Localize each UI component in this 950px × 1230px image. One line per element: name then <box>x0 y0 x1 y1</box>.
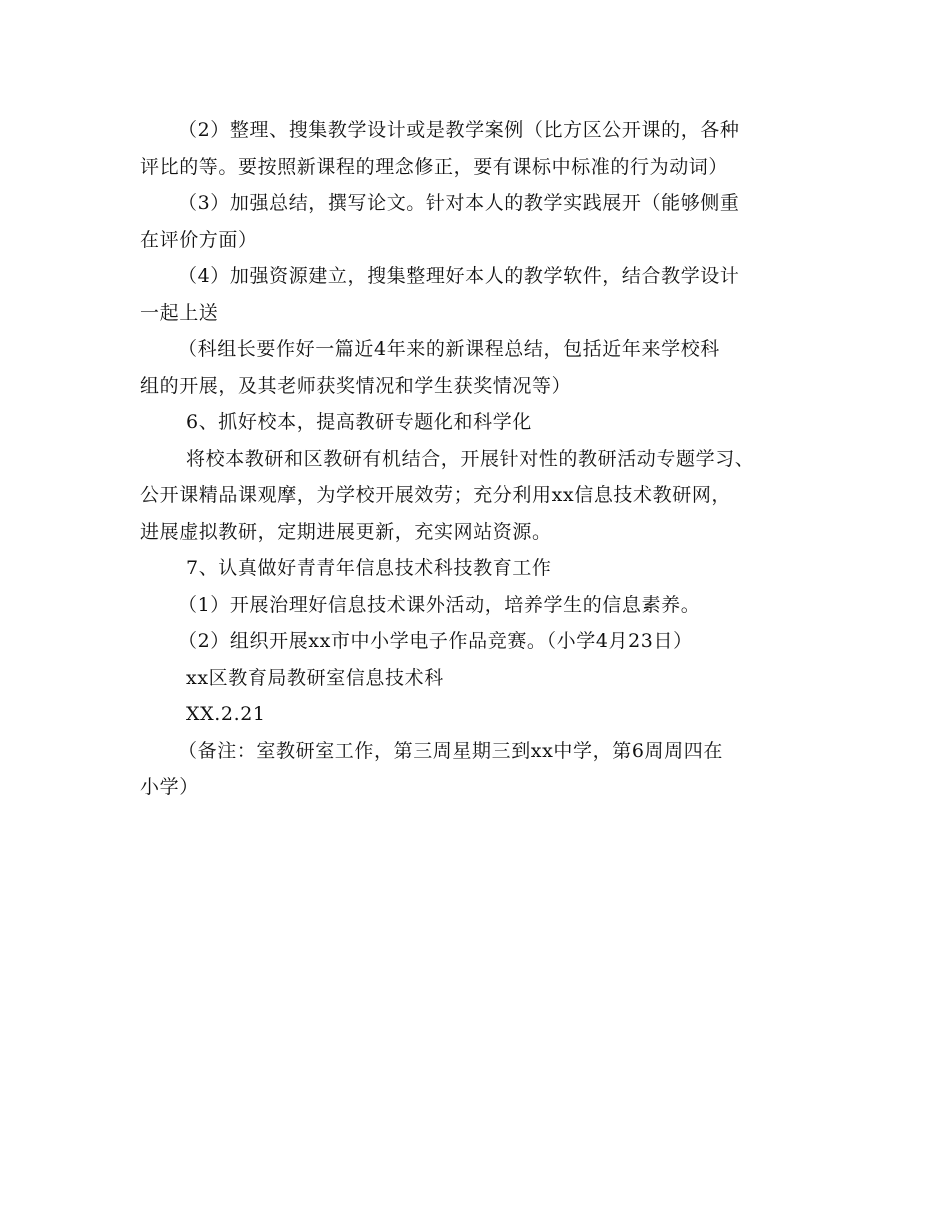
section-6-heading: 6、抓好校本，提高教研专题化和科学化 <box>186 411 532 433</box>
item-3-line-2: 在评价方面） <box>140 228 258 251</box>
section-6-line-3: 进展虚拟教研，定期进展更新，充实网站资源。 <box>140 520 552 543</box>
item-3-line-1: （3）加强总结，撰写论文。针对本人的教学实践展开（能够侧重 <box>178 192 740 214</box>
section-6-line-1: 将校本教研和区教研有机结合，开展针对性的教研活动专题学习、 <box>186 447 755 470</box>
section-7-item-2: （2）组织开展xx市中小学电子作品竞赛。（小学4月23日） <box>178 630 693 652</box>
signature-department: xx区教育局教研室信息技术科 <box>186 666 444 689</box>
document-body <box>140 112 830 806</box>
note-line-1: （科组长要作好一篇近4年来的新课程总结，包括近年来学校科 <box>178 338 720 360</box>
remark-line-2: 小学） <box>140 776 199 798</box>
section-7-heading: 7、认真做好青青年信息技术科技教育工作 <box>186 557 552 579</box>
remark-line-1: （备注：室教研室工作，第三周星期三到xx中学，第6周周四在 <box>178 739 723 762</box>
section-7-item-1: （1）开展治理好信息技术课外活动，培养学生的信息素养。 <box>178 593 701 616</box>
item-2-line-2: 评比的等。要按照新课程的理念修正，要有课标中标准的行为动词） <box>140 155 729 178</box>
note-line-2: 组的开展，及其老师获奖情况和学生获奖情况等） <box>140 374 572 397</box>
item-4-line-2: 一起上送 <box>140 301 219 324</box>
signature-date: XX.2.21 <box>186 703 266 725</box>
item-2-line-1: （2）整理、搜集教学设计或是教学案例（比方区公开课的，各种 <box>178 119 740 141</box>
item-4-line-1: （4）加强资源建立，搜集整理好本人的教学软件，结合教学设计 <box>178 265 740 287</box>
section-6-line-2: 公开课精品课观摩，为学校开展效劳；充分利用xx信息技术教研网， <box>140 484 732 506</box>
